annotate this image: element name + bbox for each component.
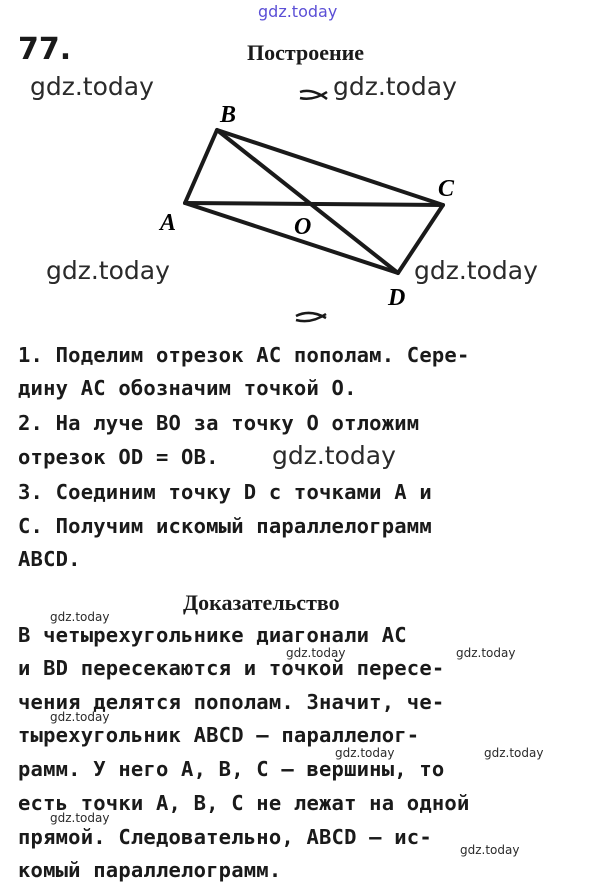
- watermark-small: gdz.today: [456, 646, 516, 660]
- step-line: 1. Поделим отрезок AC пополам. Сере-: [18, 343, 470, 367]
- label-b: B: [220, 102, 237, 128]
- proof-line: рамм. У него A, B, C — вершины, то: [18, 757, 445, 781]
- proof-line: тырехугольник ABCD — параллелог-: [18, 723, 420, 747]
- watermark-big: gdz.today: [333, 72, 457, 101]
- watermark-big: gdz.today: [414, 256, 538, 285]
- label-d: D: [388, 285, 406, 311]
- watermark-small: gdz.today: [50, 710, 110, 724]
- step-line: C. Получим искомый параллелограмм: [18, 514, 432, 538]
- step-line: дину AC обозначим точкой O.: [18, 376, 357, 400]
- proof-heading: Доказательство: [183, 590, 340, 615]
- proof-line: комый параллелограмм.: [18, 858, 282, 882]
- watermark-top: gdz.today: [258, 2, 338, 21]
- step-line: отрезок OD = OB.: [18, 445, 219, 469]
- label-c: C: [438, 176, 455, 202]
- label-a: A: [160, 210, 177, 236]
- step-line: 2. На луче BO за точку O отложим: [18, 411, 420, 435]
- label-o: O: [294, 214, 312, 240]
- proof-line: и BD пересекаются и точкой пересе-: [18, 656, 445, 680]
- parallelogram-figure: [0, 0, 600, 340]
- step-line: 3. Соединим точку D с точками A и: [18, 480, 432, 504]
- watermark-small: gdz.today: [335, 746, 395, 760]
- watermark-big: gdz.today: [30, 72, 154, 101]
- proof-line: В четырехугольнике диагонали AC: [18, 623, 407, 647]
- proof-line: прямой. Следовательно, ABCD — ис-: [18, 825, 432, 849]
- problem-number: 77.: [18, 32, 72, 67]
- watermark-small: gdz.today: [286, 646, 346, 660]
- proof-line: чения делятся пополам. Значит, че-: [18, 690, 445, 714]
- watermark-big: gdz.today: [272, 441, 396, 470]
- watermark-big: gdz.today: [46, 256, 170, 285]
- watermark-small: gdz.today: [484, 746, 544, 760]
- proof-line: есть точки A, B, C не лежат на одной: [18, 791, 470, 815]
- construction-heading: Построение: [247, 40, 365, 65]
- watermark-small: gdz.today: [50, 610, 110, 624]
- watermark-small: gdz.today: [50, 811, 110, 825]
- watermark-small: gdz.today: [460, 843, 520, 857]
- step-line: ABCD.: [18, 547, 81, 571]
